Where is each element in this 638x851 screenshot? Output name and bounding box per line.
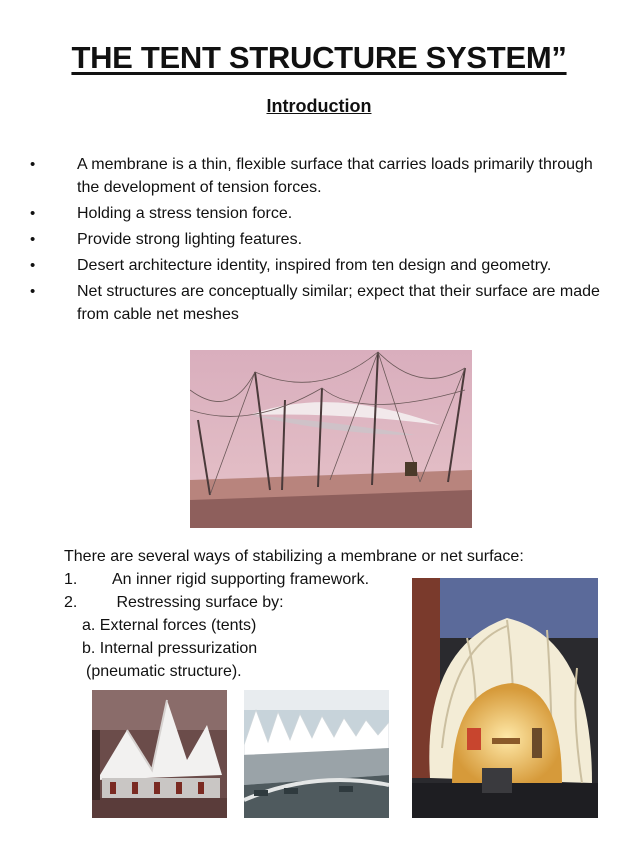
cable-net-structure-photo [190, 350, 472, 528]
tent-roof-row-photo [244, 690, 389, 818]
bullet-item: • A membrane is a thin, flexible surface that carries loads primarily through the development of tension forces. [30, 153, 610, 199]
section-heading: Introduction [266, 96, 372, 116]
bullet-item: • Desert architecture identity, inspired from ten design and geometry. [30, 254, 610, 277]
list-number: 2. [64, 594, 78, 611]
bullet-item: • Provide strong lighting features. [30, 228, 610, 251]
bullet-list [30, 153, 610, 329]
list-number: 1. [64, 571, 78, 588]
stabilizing-intro: There are several ways of stabilizing a membrane or net surface: [64, 548, 524, 565]
sub-item: a. External forces (tents) [82, 617, 257, 634]
pneumatic-structure-photo [412, 578, 598, 818]
sub-item: b. Internal pressurization [82, 640, 258, 657]
tent-building-photo [92, 690, 227, 818]
bullet-item: • Holding a stress tension force. [30, 202, 610, 225]
list-item: Restressing surface by: [112, 594, 284, 611]
page-title: THE TENT STRUCTURE SYSTEM” [71, 40, 567, 75]
sub-item: (pneumatic structure). [86, 663, 242, 680]
list-item: An inner rigid supporting framework. [112, 571, 370, 588]
bullet-item: • Net structures are conceptually similar; expect that their surface are made from cable net meshes [30, 280, 610, 326]
